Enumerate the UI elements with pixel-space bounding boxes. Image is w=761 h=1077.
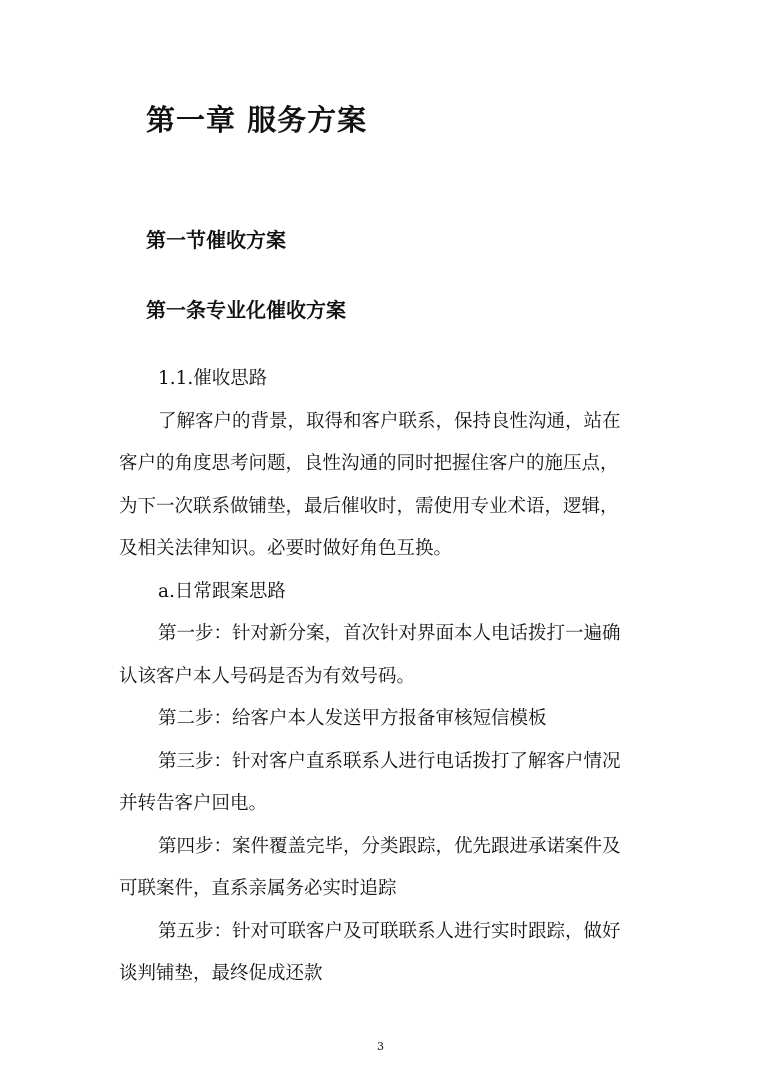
step-1-line: 认该客户本人号码是否为有效号码。: [119, 665, 416, 687]
step-1-line: 第一步：针对新分案，首次针对界面本人电话拨打一遍确: [158, 623, 621, 644]
heading-1-1: 1.1.催收思路: [158, 368, 268, 389]
step-2-line: 第二步：给客户本人发送甲方报备审核短信模板: [158, 708, 547, 729]
step-3-line: 并转告客户回电。: [119, 793, 268, 814]
page-number: 3: [377, 1040, 384, 1053]
paragraph-line: 客户的角度思考问题，良性沟通的同时把握住客户的施压点，: [119, 453, 619, 474]
step-4-line: 第四步：案件覆盖完毕，分类跟踪，优先跟进承诺案件及: [158, 835, 621, 857]
paragraph-line: 了解客户的背景，取得和客户联系，保持良性沟通，站在: [158, 410, 621, 432]
article-title: 第一条专业化催收方案: [146, 298, 346, 322]
body-content: [119, 358, 631, 996]
section-title: 第一节催收方案: [146, 228, 286, 252]
step-5-line: 第五步：针对可联客户及可联联系人进行实时跟踪，做好: [158, 920, 621, 942]
paragraph-line: 及相关法律知识。必要时做好角色互换。: [119, 538, 453, 559]
heading-a: a.日常跟案思路: [158, 580, 286, 602]
chapter-title: 第一章 服务方案: [146, 103, 368, 137]
paragraph-line: 为下一次联系做铺垫，最后催收时，需使用专业术语，逻辑，: [119, 495, 619, 517]
step-5-line: 谈判铺垫，最终促成还款: [119, 963, 323, 984]
step-4-line: 可联案件，直系亲属务必实时追踪: [119, 878, 397, 899]
step-3-line: 第三步：针对客户直系联系人进行电话拨打了解客户情况: [158, 750, 621, 772]
